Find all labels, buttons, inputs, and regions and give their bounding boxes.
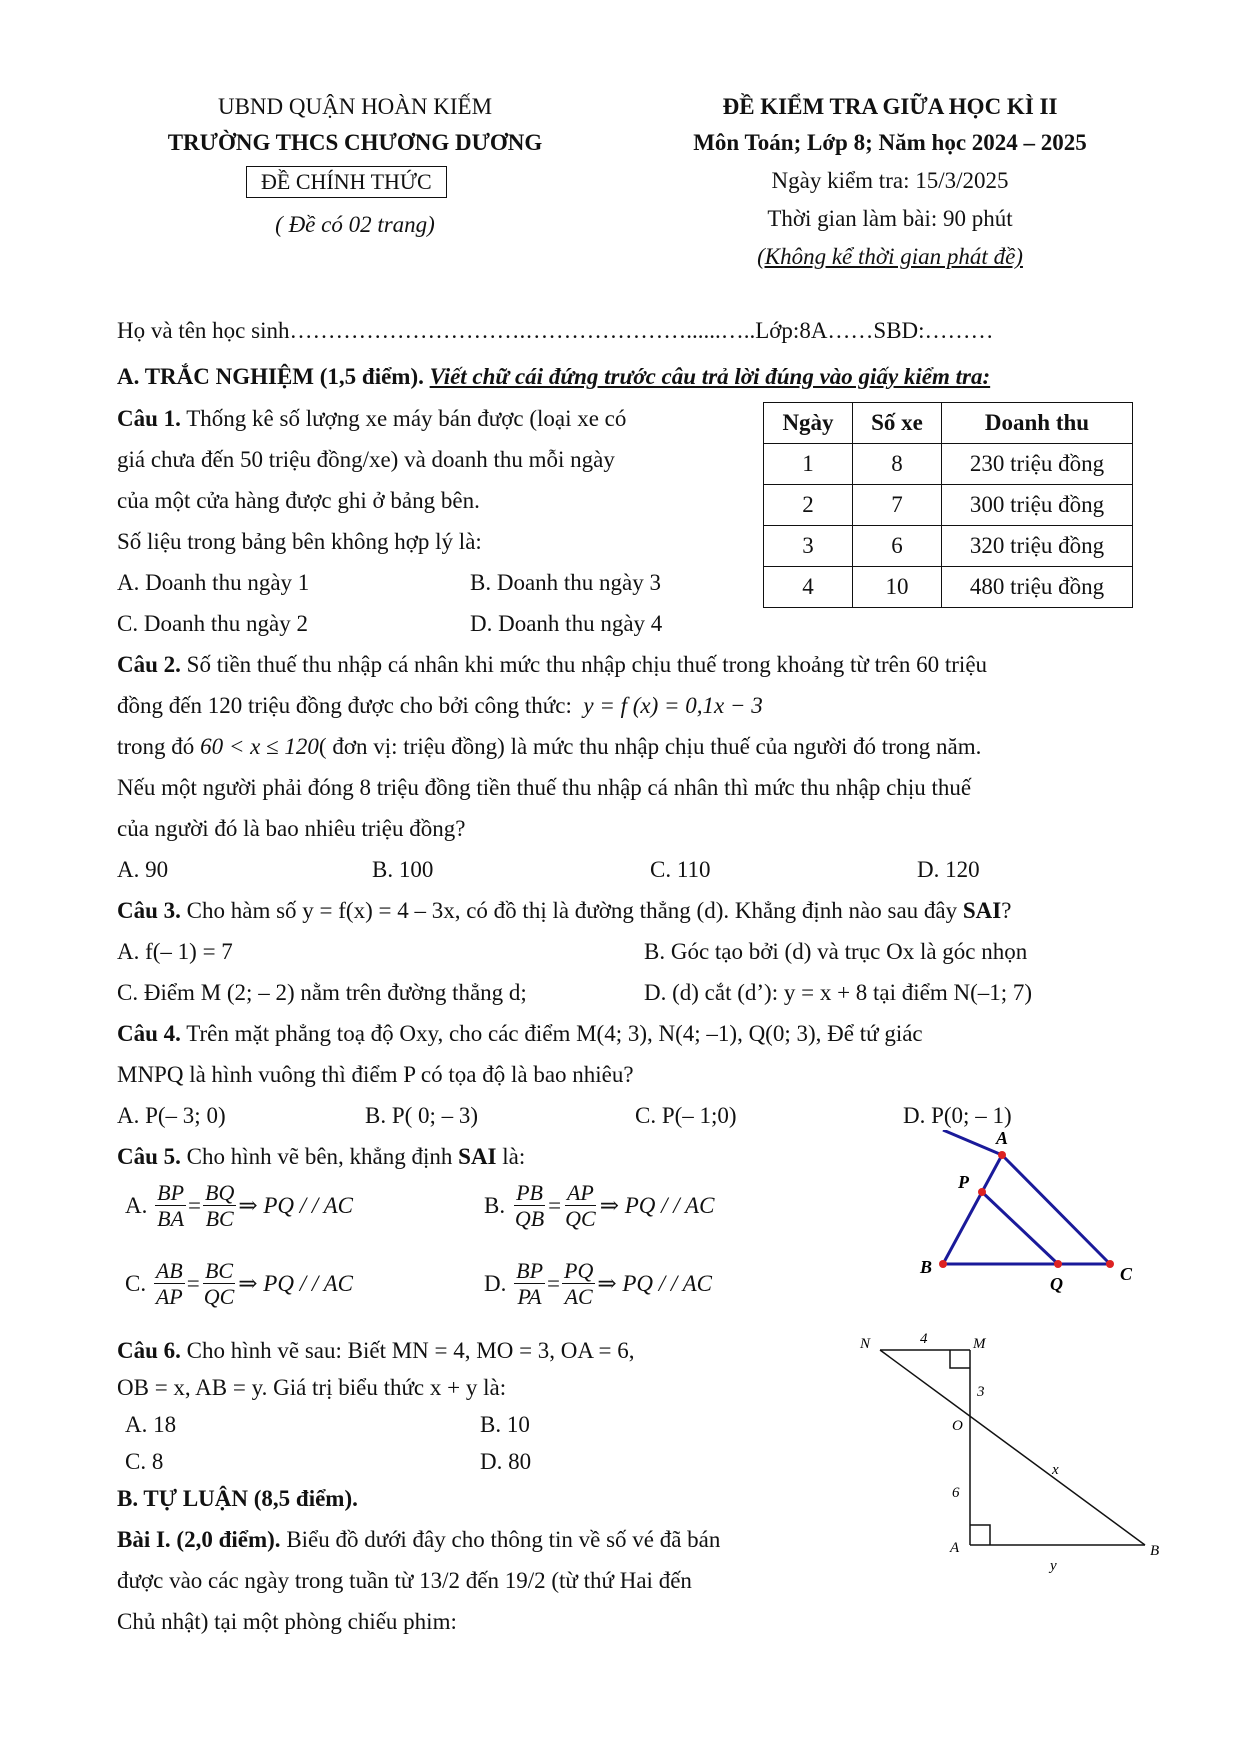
q2-text3b: ( đơn vị: triệu đồng) là mức thu nhập chịu thuế của người đó trong năm. [318,734,982,759]
q5-option-b: B. $\frac{PB}{QB}$ = $\frac{AP}{QC}$ ⇒ PQ / / AC [484,1180,715,1232]
denominator: PA [517,1284,542,1310]
q2-text3a: trong đó [117,734,195,759]
fraction [513,1180,546,1232]
q3-keyword: SAI [962,898,1002,923]
q1-option-b: B. Doanh thu ngày 3 [470,570,662,595]
q2-inequality: 60 < x ≤ 120 [200,734,319,759]
fraction [154,1258,185,1310]
option-letter: A. [125,1192,148,1218]
label-q: Q [1050,1274,1063,1294]
fraction [155,1180,186,1232]
numerator: BP [516,1258,544,1283]
numerator: PQ [564,1258,594,1283]
q2-line5: của người đó là bao nhiêu triệu đồng? [117,816,466,841]
fraction [203,1180,236,1232]
q4-line2: MNPQ là hình vuông thì điểm P có tọa độ là bao nhiêu? [117,1062,634,1087]
option-letter: D. [484,1270,507,1296]
option-letter: B. [484,1192,506,1218]
table-cell: 7 [853,485,942,526]
exam-subject: Môn Toán; Lớp 8; Năm học 2024 – 2025 [693,130,1087,155]
segment-pq [982,1192,1058,1264]
q6-line1 [117,1338,634,1364]
q1-line2: giá chưa đến 50 triệu đồng/xe) và doanh thu mỗi ngày [117,447,615,472]
q1-sales-table [763,402,1133,608]
q6-option-b: B. 10 [480,1412,530,1437]
side-ba [943,1155,1002,1264]
bai1-line2: được vào các ngày trong tuần từ 13/2 đến 19/2 (từ thứ Hai đến [117,1568,692,1593]
section-a-instruction: Viết chữ cái đứng trước câu trả lời đúng vào giấy kiểm tra: [429,364,991,389]
q1-line3: của một cửa hàng được ghi ở bảng bên. [117,488,480,513]
q4-option-d: D. P(0; – 1) [903,1103,1012,1128]
q3-text-end: ? [1001,898,1012,923]
q6-line2: OB = x, AB = y. Giá trị biểu thức x + y là: [117,1375,507,1400]
q2-option-b: B. 100 [372,857,434,882]
label-b: B [920,1257,933,1277]
fraction [563,1180,598,1232]
exam-duration: Thời gian làm bài: 90 phút [767,206,1013,231]
side-ac [1002,1155,1110,1264]
q2-text2: đồng đến 120 triệu đồng được cho bởi công thức: [117,693,572,718]
q1-line1 [117,406,626,432]
q2-text1: Số tiền thuế thu nhập cá nhân khi mức thu nhập chịu thuế trong khoảng từ trên 60 triệu [186,652,988,677]
table-cell: 8 [853,444,942,485]
table-cell: 320 triệu đồng [942,526,1133,567]
school-name: TRƯỜNG THCS CHƯƠNG DƯƠNG [167,130,543,155]
denominator: QC [565,1206,596,1232]
q5-line1 [117,1144,525,1170]
conclusion: ⇒ PQ / / AC [599,1192,715,1218]
numerator: PB [516,1180,543,1205]
q4-option-a: A. P(– 3; 0) [117,1103,226,1128]
table-header: Ngày [764,403,853,444]
student-info-line: Họ và tên học sinh………………………….…………………......…..Lớp:8A……SBD:……… [117,318,994,343]
q2-line1 [117,652,987,678]
conclusion: ⇒ PQ / / AC [238,1192,354,1218]
denominator: QB [514,1206,545,1232]
exam-title: ĐỀ KIỂM TRA GIỮA HỌC KÌ II [722,94,1058,119]
official-stamp: ĐỀ CHÍNH THỨC [246,166,447,198]
table-cell: 480 triệu đồng [942,567,1133,608]
table-header: Doanh thu [942,403,1133,444]
q5-option-c: C. $\frac{AB}{AP}$ = $\frac{BC}{QC}$ ⇒ PQ / / AC [125,1258,353,1310]
q6-text1: Cho hình vẽ sau: Biết MN = 4, MO = 3, OA = 6, [186,1338,635,1363]
q2-option-a: A. 90 [117,857,169,882]
q6-label: Câu 6. [117,1338,181,1363]
q3-option-d: D. (d) cắt (d’): y = x + 8 tại điểm N(–1; 7) [644,980,1033,1005]
q5-triangle-figure [900,1130,1160,1310]
q4-text1: Trên mặt phẳng toạ độ Oxy, cho các điểm M(4; 3), N(4; –1), Q(0; 3), Để tứ giác [186,1021,923,1046]
table-cell: 1 [764,444,853,485]
q6-figure [840,1330,1170,1600]
q3-option-b: B. Góc tạo bởi (d) và trục Ox là góc nhọn [644,939,1028,964]
q2-line4: Nếu một người phải đóng 8 triệu đồng tiền thuế thu nhập cá nhân thì mức thu nhập chịu thuế [117,775,972,800]
q5-option-a: A. $\frac{BP}{BA}$ = $\frac{BQ}{BC}$ ⇒ PQ / / AC [125,1180,354,1232]
table-header: Số xe [853,403,942,444]
q5-option-d: D. $\frac{BP}{PA}$ = $\frac{PQ}{AC}$ ⇒ PQ / / AC [484,1258,713,1310]
numerator: AP [566,1180,594,1205]
bai1-text1: Biểu đồ dưới đây cho thông tin về số vé đã bán [286,1527,721,1552]
numerator: BC [204,1258,234,1283]
point-a [998,1151,1006,1159]
label-ab: y [1050,1558,1057,1574]
q5-keyword: SAI [458,1144,497,1169]
q2-formula: y = f (x) = 0,1x − 3 [583,693,763,718]
q5-label: Câu 5. [117,1144,181,1169]
duration-note-text: (Không kể thời gian phát đề) [757,244,1023,269]
table-cell: 6 [853,526,942,567]
fraction [514,1258,545,1310]
q6-option-c: C. 8 [125,1449,164,1474]
bai1-line1 [117,1527,720,1553]
q2-option-d: D. 120 [917,857,980,882]
duration-note [630,244,1150,270]
label-oa: 6 [952,1485,960,1501]
point-q [1054,1260,1062,1268]
q4-label: Câu 4. [117,1021,181,1046]
numerator: AB [155,1258,183,1283]
q2-line3 [117,734,981,760]
label-mn: 4 [920,1331,928,1347]
section-b-title: B. TỰ LUẬN (8,5 điểm). [117,1486,358,1511]
table-row [764,567,1133,608]
exam-date: Ngày kiểm tra: 15/3/2025 [771,168,1009,193]
numerator: BQ [205,1180,235,1205]
q2-option-c: C. 110 [650,857,711,882]
table-cell: 10 [853,567,942,608]
table-cell: 4 [764,567,853,608]
q1-option-c: C. Doanh thu ngày 2 [117,611,309,636]
q3-label: Câu 3. [117,898,181,923]
fraction [562,1258,595,1310]
table-cell: 2 [764,485,853,526]
pages-note: ( Đề có 02 trang) [275,212,435,237]
conclusion: ⇒ PQ / / AC [597,1270,713,1296]
denominator: AC [564,1284,593,1310]
q2-line2 [117,693,763,719]
label-c: C [1120,1264,1133,1284]
numerator: BP [157,1180,185,1205]
q1-option-a: A. Doanh thu ngày 1 [117,570,310,595]
q3-text: Cho hàm số y = f(x) = 4 – 3x, có đồ thị là đường thẳng (d). Khẳng định nào sau đây [186,898,958,923]
point-b [939,1260,947,1268]
q4-option-b: B. P( 0; – 3) [365,1103,479,1128]
option-letter: C. [125,1270,147,1296]
table-cell: 300 triệu đồng [942,485,1133,526]
table-row [764,485,1133,526]
school-district: UBND QUẬN HOÀN KIẾM [217,94,493,119]
q5-text-end: là: [502,1144,526,1169]
q3-line1 [117,898,1011,924]
table-row [764,444,1133,485]
label-m: M [973,1336,986,1352]
q1-line4: Số liệu trong bảng bên không hợp lý là: [117,529,482,554]
q1-label: Câu 1. [117,406,181,431]
q2-label: Câu 2. [117,652,181,677]
q1-option-d: D. Doanh thu ngày 4 [470,611,663,636]
bai1-label: Bài I. (2,0 điểm). [117,1527,281,1552]
section-a-heading [117,364,990,390]
conclusion: ⇒ PQ / / AC [238,1270,353,1296]
q4-option-c: C. P(– 1;0) [635,1103,737,1128]
section-a-title: A. TRẮC NGHIỆM (1,5 điểm). [117,364,424,389]
q1-text1: Thống kê số lượng xe máy bán được (loại xe có [186,406,627,431]
denominator: BC [205,1206,234,1232]
label-b: B [1150,1543,1160,1559]
q3-option-c: C. Điểm M (2; – 2) nằm trên đường thẳng d; [117,980,527,1005]
q6-option-a: A. 18 [125,1412,177,1437]
denominator: QC [203,1284,235,1310]
q4-line1 [117,1021,923,1047]
denominator: AP [155,1284,183,1310]
right-angle-a [970,1525,990,1545]
table-header-row [764,403,1133,444]
q6-option-d: D. 80 [480,1449,532,1474]
denominator: BA [157,1206,185,1232]
label-a: A [996,1130,1009,1148]
bai1-line3: Chủ nhật) tại một phòng chiếu phim: [117,1609,457,1634]
label-mo: 3 [977,1384,985,1400]
label-a: A [950,1540,960,1556]
label-o: O [952,1418,963,1434]
label-n: N [860,1336,871,1352]
point-p [978,1188,986,1196]
table-cell: 3 [764,526,853,567]
q3-option-a: A. f(– 1) = 7 [117,939,233,964]
right-angle-m [950,1350,970,1368]
q5-text: Cho hình vẽ bên, khẳng định [186,1144,453,1169]
table-cell: 230 triệu đồng [942,444,1133,485]
point-c [1106,1260,1114,1268]
table-row [764,526,1133,567]
label-ob: x [1052,1462,1059,1478]
fraction [202,1258,237,1310]
label-p: P [958,1172,969,1192]
segment-nb [880,1350,1145,1545]
